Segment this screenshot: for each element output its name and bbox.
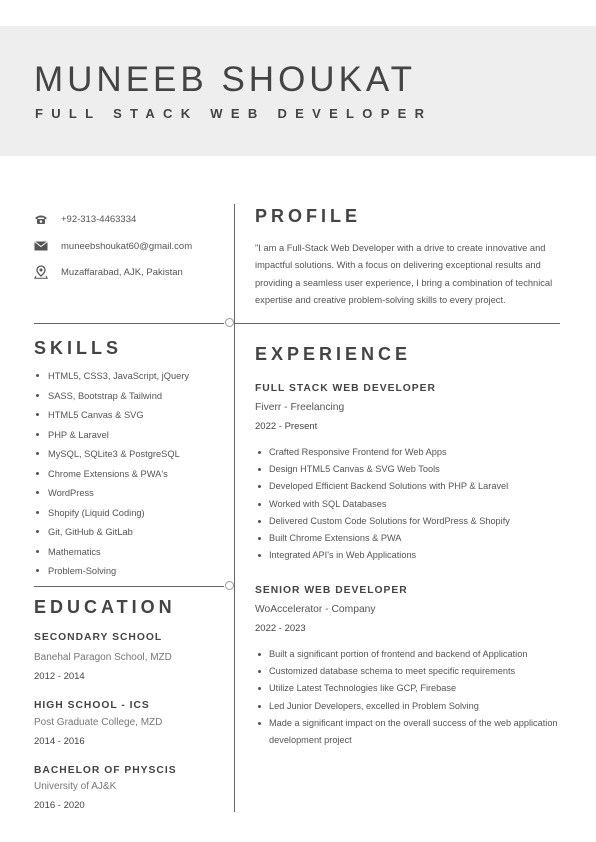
contact-location	[34, 265, 183, 279]
list-item: Developed Efficient Backend Solutions with PHP & Laravel	[269, 478, 569, 495]
candidate-name: MUNEEB SHOUKAT	[34, 60, 417, 99]
list-item: Customized database schema to meet specific requirements	[269, 663, 569, 680]
job-years: 2022 - Present	[255, 421, 318, 432]
phone-text: +92-313-4463334	[61, 213, 137, 225]
divider-right-1	[235, 323, 560, 324]
education-years: 2016 - 2020	[34, 800, 85, 811]
list-item: HTML5 Canvas & SVG	[48, 409, 189, 429]
education-place: Banehal Paragon School, MZD	[34, 652, 172, 663]
location-icon	[34, 265, 48, 279]
contact-email	[34, 239, 193, 253]
divider-left-2	[34, 586, 224, 587]
list-item: Utilize Latest Technologies like GCP, Firebase	[269, 680, 569, 697]
education-heading: EDUCATION	[34, 597, 176, 617]
education-years: 2012 - 2014	[34, 671, 85, 682]
list-item: Chrome Extensions & PWA's	[48, 468, 189, 488]
header-band	[0, 26, 596, 156]
job-role: FULL STACK WEB DEVELOPER	[255, 383, 436, 394]
mail-icon	[34, 239, 48, 253]
phone-icon	[34, 212, 48, 226]
list-item: Worked with SQL Databases	[269, 496, 569, 513]
list-item: Problem-Solving	[48, 565, 189, 585]
list-item: Crafted Responsive Frontend for Web Apps	[269, 444, 569, 461]
list-item: PHP & Laravel	[48, 429, 189, 449]
list-item: MySQL, SQLite3 & PostgreSQL	[48, 448, 189, 468]
education-level: SECONDARY SCHOOL	[34, 632, 163, 643]
education-place: Post Graduate College, MZD	[34, 717, 163, 728]
candidate-title: FULL STACK WEB DEVELOPER	[35, 106, 433, 121]
divider-dot-2	[225, 581, 234, 590]
job-points	[269, 646, 569, 749]
job-years: 2022 - 2023	[255, 623, 306, 634]
list-item: Mathematics	[48, 546, 189, 566]
education-place: University of AJ&K	[34, 781, 117, 792]
list-item: Made a significant impact on the overall success of the web application development project	[269, 715, 569, 749]
profile-text: "I am a Full-Stack Web Developer with a drive to create innovative and impactful solutions. With a focus on delivering exceptional results and providing a seamless user experience, I bring a combination of technical expertise and creative problem-solving skills to every project.	[255, 243, 553, 305]
list-item: Git, GitHub & GitLab	[48, 526, 189, 546]
skills-list	[48, 370, 189, 585]
job-company: Fiverr - Freelancing	[255, 402, 345, 413]
list-item: SASS, Bootstrap & Tailwind	[48, 390, 189, 410]
education-level: BACHELOR OF PHYSCIS	[34, 765, 177, 776]
list-item: WordPress	[48, 487, 189, 507]
list-item: Shopify (Liquid Coding)	[48, 507, 189, 527]
job-points	[269, 444, 569, 564]
column-divider	[234, 204, 235, 812]
education-years: 2014 - 2016	[34, 736, 85, 747]
divider-dot-1	[225, 318, 234, 327]
email-text: muneebshoukat60@gmail.com	[61, 240, 193, 252]
contact-phone	[34, 212, 137, 226]
list-item: Built Chrome Extensions & PWA	[269, 530, 569, 547]
divider-left-1	[34, 323, 224, 324]
profile-heading: PROFILE	[255, 206, 362, 226]
list-item: Integrated API's in Web Applications	[269, 547, 569, 564]
experience-heading: EXPERIENCE	[255, 344, 412, 364]
list-item: Built a significant portion of frontend and backend of Application	[269, 646, 569, 663]
list-item: Delivered Custom Code Solutions for WordPress & Shopify	[269, 513, 569, 530]
list-item: Led Junior Developers, excelled in Problem Solving	[269, 698, 569, 715]
job-role: SENIOR WEB DEVELOPER	[255, 585, 408, 596]
location-text: Muzaffarabad, AJK, Pakistan	[61, 266, 183, 278]
list-item: HTML5, CSS3, JavaScript, jQuery	[48, 370, 189, 390]
list-item: Design HTML5 Canvas & SVG Web Tools	[269, 461, 569, 478]
job-company: WoAccelerator - Company	[255, 604, 376, 615]
skills-heading: SKILLS	[34, 338, 123, 358]
education-level: HIGH SCHOOL - ICS	[34, 700, 150, 711]
